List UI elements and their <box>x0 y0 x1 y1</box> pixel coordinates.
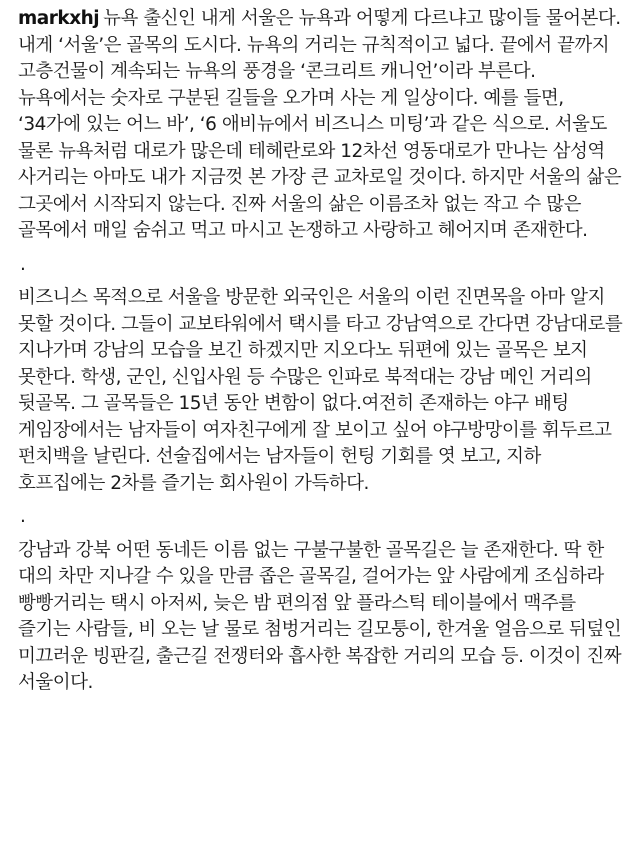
caption-paragraph-3: 강남과 강북 어떤 동네든 이름 없는 구불구불한 골목길은 늘 존재한다. 딱 한 대의 차만 지나갈 수 있을 만큼 좁은 골목길, 걸어가는 앞 사람에게 조심하라 빵빵거리는 택시 아저씨, 늦은 밤 편의점 앞 플라스틱 테이블에서 맥주를 즐기는 사람들, 비 오는 날 물로 첨벙거리는 길모퉁이, 한겨울 얼음으로 뒤덮인 미끄러운 빙판길, 출근길 전쟁터와 흡사한 복잡한 거리의 모습 등. 이것이 진짜 서울이다. <box>18 539 622 693</box>
paragraph-text: 뉴욕 출신인 내게 서울은 뉴욕과 어떻게 다르냐고 많이들 물어본다. 내게 ‘서울’은 골목의 도시다. 뉴욕의 거리는 규칙적이고 넓다. 끝에서 끝까지 고층건물이 계속되는 뉴욕의 풍경을 ‘콘크리트 캐니언’이라 부른다. 뉴욕에서는 숫자로 구분된 길들을 오가며 사는 게 일상이다. 예를 들면, ‘34가에 있는 어느 바’, ‘6 애비뉴에서 비즈니스 미팅’과 같은 식으로. 서울도 물론 뉴욕처럼 대로가 많은데 테헤란로와 12차선 영동대로가 만나는 삼성역 사거리는 아마도 내가 지금껏 본 가장 큰 교차로일 것이다. 하지만 서울의 삶은 그곳에서 시작되지 않는다. 진짜 서울의 삶은 이름조차 없는 작고 수 많은 골목에서 매일 숨쉬고 먹고 마시고 논쟁하고 사랑하고 헤어지며 존재한다. <box>18 8 622 241</box>
paragraph-gap <box>18 524 624 538</box>
paragraph-gap <box>18 271 624 285</box>
separator-dot: . <box>20 253 26 275</box>
separator-dot: . <box>20 506 26 527</box>
caption-paragraph-2: 비즈니스 목적으로 서울을 방문한 외국인은 서울의 이런 진면목을 아마 알지 못할 것이다. 그들이 교보타워에서 택시를 타고 강남역으로 간다면 강남대로를 지나가며 강남의 모습을 보긴 하겠지만 지오다노 뒤편에 있는 골목은 보지 못한다. 학생, 군인, 신입사원 등 수많은 인파로 북적대는 강남 메인 거리의 뒷골목. 그 골목들은 15년 동안 변함이 없다.여전히 존재하는 야구 배팅 게임장에서는 남자들이 여자친구에게 잘 보이고 싶어 야구방망이를 휘두르고 펀치백을 날린다. 선술집에서는 남자들이 헌팅 기회를 엿 보고, 지하 호프집에는 2차를 즐기는 회사원이 가득하다. <box>18 287 623 494</box>
post-caption <box>18 6 624 697</box>
caption-paragraph-1 <box>18 6 624 245</box>
username-link[interactable]: markxhj <box>18 8 100 29</box>
